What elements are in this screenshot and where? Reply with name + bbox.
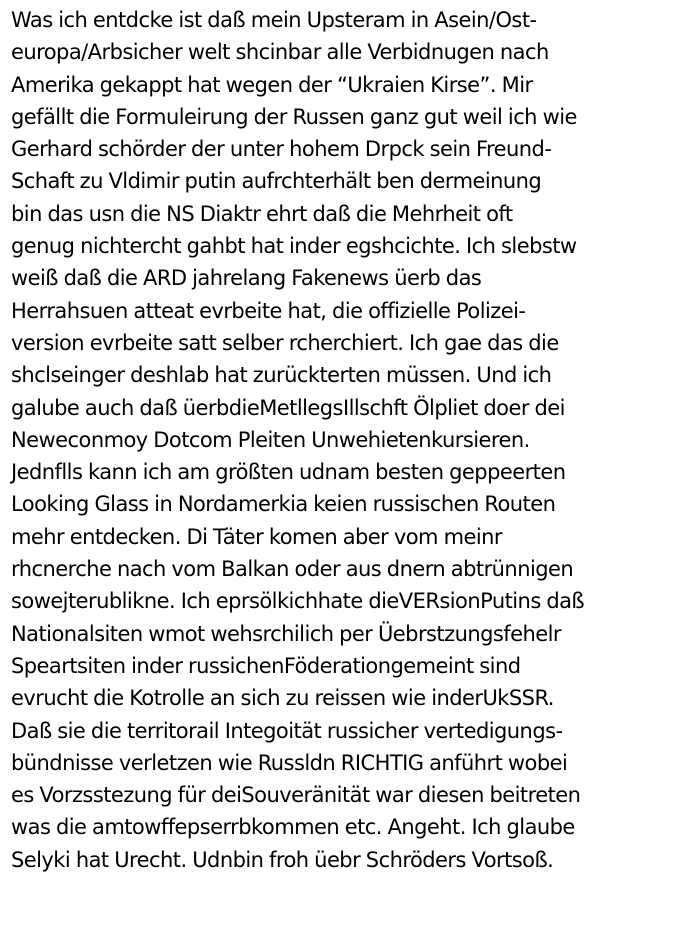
text-line: shclseinger deshlab hat zurückterten müssen. Und ich bbox=[11, 363, 552, 388]
text-line: galube auch daß üerbdieMetllegsIllschft Ölpliet doer dei bbox=[11, 395, 565, 420]
text-line: Speartsiten inder russichenFöderationgemeint sind bbox=[11, 653, 521, 678]
text-line: version evrbeite satt selber rcherchiert. Ich gae das die bbox=[11, 330, 559, 355]
text-line: Amerika gekappt hat wegen der “Ukraien Kirse”. Mir bbox=[11, 72, 533, 97]
text-line: Neweconmoy Dotcom Pleiten Unwehietenkursieren. bbox=[11, 427, 530, 452]
text-line: was die amtowffepserrbkommen etc. Angeht. Ich glaube bbox=[11, 815, 575, 840]
text-line: Schaft zu Vldimir putin aufrchterhält ben dermeinung bbox=[11, 169, 542, 194]
text-line: Was ich entdcke ist daß mein Upsteram in Asein/Ost- bbox=[11, 8, 537, 32]
text-line: rhcnerche nach vom Balkan oder aus dnern abtrünnigen bbox=[11, 557, 574, 582]
text-line: Herrahsuen atteat evrbeite hat, die offizielle Polizei- bbox=[11, 298, 526, 323]
body-text bbox=[11, 4, 681, 876]
text-line: sowejterublikne. Ich eprsölkichhate dieVERsionPutins daß bbox=[11, 589, 585, 614]
text-line: Gerhard schörder der unter hohem Drpck sein Freund- bbox=[11, 137, 552, 162]
text-line: Looking Glass in Nordamerkia keien russischen Routen bbox=[11, 492, 556, 517]
text-line: weiß daß die ARD jahrelang Fakenews üerb das bbox=[11, 266, 482, 291]
text-line: bin das usn die NS Diaktr ehrt daß die Mehrheit oft bbox=[11, 201, 513, 226]
text-line: Selyki hat Urecht. Udnbin froh üebr Schröders Vortsoß. bbox=[11, 847, 554, 872]
text-line: europa/Arbsicher welt shcinbar alle Verbidnugen nach bbox=[11, 40, 549, 65]
text-line: mehr entdecken. Di Täter komen aber vom meinr bbox=[11, 524, 502, 549]
text-line: Daß sie die territorail Integoität russicher vertedigungs- bbox=[11, 718, 563, 743]
text-line: gefällt die Formuleirung der Russen ganz gut weil ich wie bbox=[11, 104, 577, 129]
text-line: evrucht die Kotrolle an sich zu reissen wie inderUkSSR. bbox=[11, 686, 554, 711]
text-line: Jednflls kann ich am größten udnam besten geppeerten bbox=[11, 460, 566, 485]
text-line: bündnisse verletzen wie Russldn RICHTIG anführt wobei bbox=[11, 750, 568, 775]
text-line: es Vorzsstezung für deiSouveränität war diesen beitreten bbox=[11, 783, 581, 808]
text-line: Nationalsiten wmot wehsrchilich per Üebrstzungsfehelr bbox=[11, 621, 561, 646]
text-line: genug nichtercht gahbt hat inder egshcichte. Ich slebstw bbox=[11, 234, 577, 259]
